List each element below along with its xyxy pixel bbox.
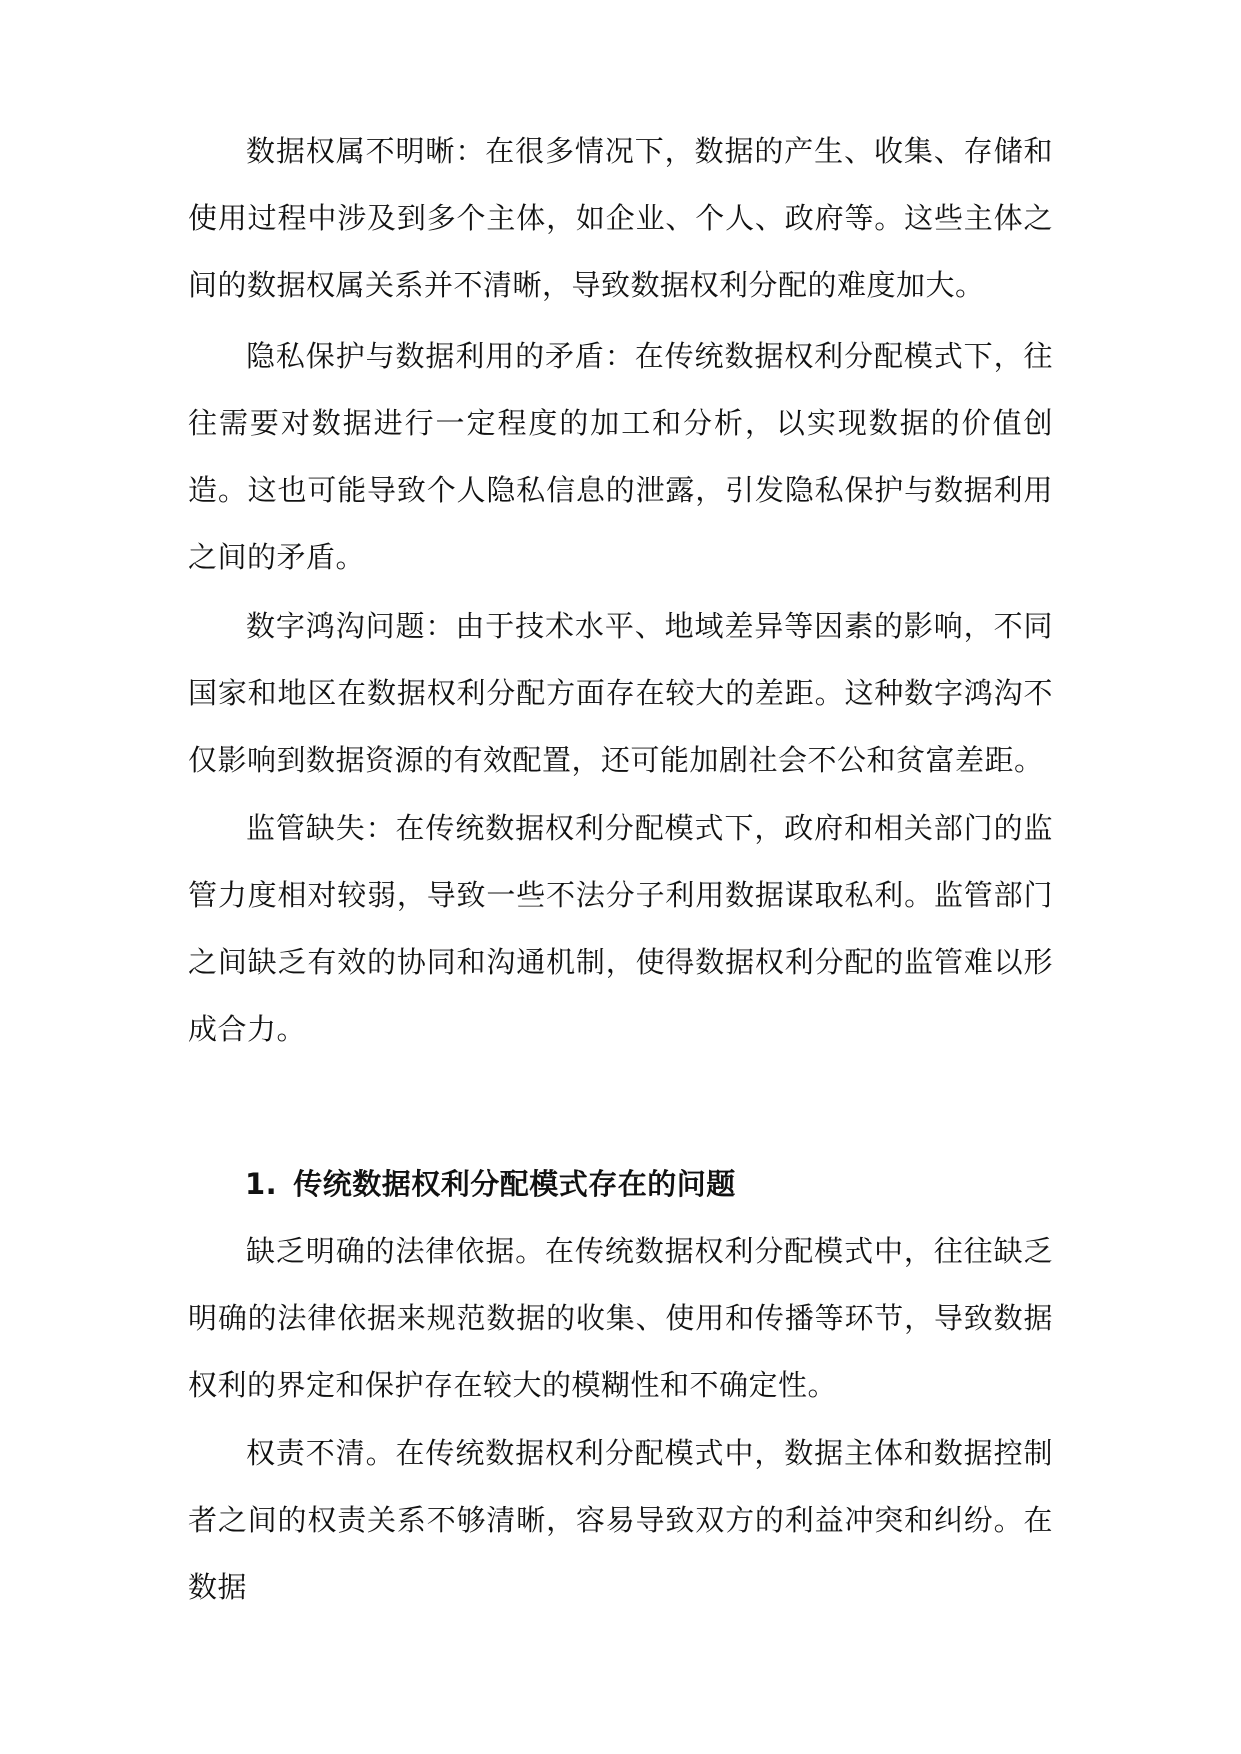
section-heading xyxy=(245,1151,736,1218)
section-title: 传统数据权利分配模式存在的问题 xyxy=(293,1167,736,1201)
paragraph-privacy-conflict: 隐私保护与数据利用的矛盾：在传统数据权利分配模式下，往往需要对数据进行一定程度的加工和分析，以实现数据的价值创造。这也可能导致个人隐私信息的泄露，引发隐私保护与数据利用之间的矛盾。 xyxy=(188,339,1053,574)
paragraph-legal-basis: 缺乏明确的法律依据。在传统数据权利分配模式中，往往缺乏明确的法律依据来规范数据的收集、使用和传播等环节，导致数据权利的界定和保护存在较大的模糊性和不确定性。 xyxy=(188,1234,1053,1402)
paragraph-data-ownership: 数据权属不明晰：在很多情况下，数据的产生、收集、存储和使用过程中涉及到多个主体，如企业、个人、政府等。这些主体之间的数据权属关系并不清晰，导致数据权利分配的难度加大。 xyxy=(188,134,1053,302)
paragraph-regulation-gap: 监管缺失：在传统数据权利分配模式下，政府和相关部门的监管力度相对较弱，导致一些不法分子利用数据谋取私利。监管部门之间缺乏有效的协同和沟通机制，使得数据权利分配的监管难以形成合力。 xyxy=(188,811,1053,1046)
paragraph-responsibility: 权责不清。在传统数据权利分配模式中，数据主体和数据控制者之间的权责关系不够清晰，容易导致双方的利益冲突和纠纷。在数据 xyxy=(188,1436,1053,1604)
paragraph-digital-divide: 数字鸿沟问题：由于技术水平、地域差异等因素的影响，不同国家和地区在数据权利分配方面存在较大的差距。这种数字鸿沟不仅影响到数据资源的有效配置，还可能加剧社会不公和贫富差距。 xyxy=(188,609,1053,777)
section-number: 1. xyxy=(245,1167,278,1201)
